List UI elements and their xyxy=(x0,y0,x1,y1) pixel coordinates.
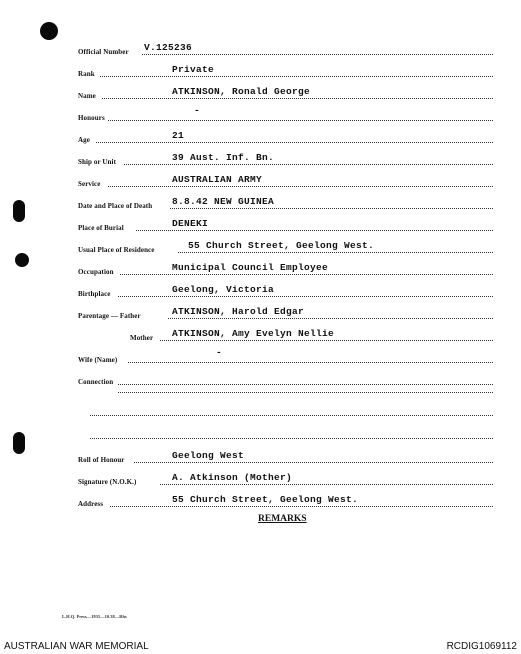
value-name: ATKINSON, Ronald George xyxy=(172,86,311,97)
value-wife: - xyxy=(216,347,223,358)
row-rank xyxy=(78,64,493,78)
value-mother: ATKINSON, Amy Evelyn Nellie xyxy=(172,328,335,339)
label-name: Name xyxy=(78,92,96,100)
row-mother xyxy=(78,328,493,342)
value-birthplace: Geelong, Victoria xyxy=(172,284,275,295)
label-place-burial: Place of Burial xyxy=(78,224,124,232)
row-usual-residence xyxy=(78,240,493,254)
printer-imprint: L.H.Q. Press—1935—10.38—Rhs xyxy=(62,614,127,619)
value-signature: A. Atkinson (Mother) xyxy=(172,472,293,483)
label-birthplace: Birthplace xyxy=(78,290,111,298)
binder-hole-top xyxy=(40,22,58,40)
row-ship-or-unit xyxy=(78,152,493,166)
label-mother: Mother xyxy=(130,334,154,342)
binder-hole-middle xyxy=(15,253,29,267)
remarks-heading: REMARKS xyxy=(258,514,307,524)
row-service xyxy=(78,174,493,188)
row-honours xyxy=(78,105,493,122)
label-honours: Honours xyxy=(78,114,105,122)
label-connection: Connection xyxy=(78,378,114,386)
label-ship-or-unit: Ship or Unit xyxy=(78,158,117,166)
value-honours: - xyxy=(194,105,201,116)
connection-line-2 xyxy=(118,392,493,393)
row-address xyxy=(78,494,493,508)
label-service: Service xyxy=(78,180,101,188)
row-name xyxy=(78,86,493,100)
value-roll-of-honour: Geelong West xyxy=(172,450,245,461)
row-wife xyxy=(78,347,493,364)
value-father: ATKINSON, Harold Edgar xyxy=(172,306,305,317)
label-roll-of-honour: Roll of Honour xyxy=(78,456,125,464)
value-age: 21 xyxy=(172,130,185,141)
row-father xyxy=(78,306,493,320)
row-age xyxy=(78,130,493,144)
row-birthplace xyxy=(78,284,493,298)
value-place-burial: DENEKI xyxy=(172,218,209,229)
label-wife: Wife (Name) xyxy=(78,356,118,364)
footer-archive-name: AUSTRALIAN WAR MEMORIAL xyxy=(4,641,149,652)
binder-hole-upper xyxy=(13,200,25,222)
label-usual-residence: Usual Place of Residence xyxy=(78,246,155,254)
label-date-place-death: Date and Place of Death xyxy=(78,202,153,210)
row-roll-of-honour xyxy=(78,450,493,464)
row-official-number xyxy=(78,42,493,56)
label-official-number: Official Number xyxy=(78,48,129,56)
label-age: Age xyxy=(78,136,90,144)
binder-hole-lower xyxy=(13,432,25,454)
row-connection xyxy=(78,372,493,386)
connection-line-4 xyxy=(90,438,493,439)
value-address: 55 Church Street, Geelong West. xyxy=(172,494,359,505)
label-occupation: Occupation xyxy=(78,268,114,276)
value-date-place-death: 8.8.42 NEW GUINEA xyxy=(172,196,275,207)
label-signature: Signature (N.O.K.) xyxy=(78,478,137,486)
value-rank: Private xyxy=(172,64,215,75)
value-service: AUSTRALIAN ARMY xyxy=(172,174,263,185)
row-date-place-death xyxy=(78,196,493,210)
connection-line-3 xyxy=(90,415,493,416)
label-address: Address xyxy=(78,500,104,508)
value-ship-or-unit: 39 Aust. Inf. Bn. xyxy=(172,152,275,163)
row-occupation xyxy=(78,262,493,276)
value-occupation: Municipal Council Employee xyxy=(172,262,329,273)
value-usual-residence: 55 Church Street, Geelong West. xyxy=(188,240,375,251)
label-father: Parentage — Father xyxy=(78,312,141,320)
footer-record-id: RCDIG1069112 xyxy=(446,641,517,652)
row-place-burial xyxy=(78,218,493,232)
row-signature xyxy=(78,472,493,486)
value-official-number: V.125236 xyxy=(144,42,193,53)
label-rank: Rank xyxy=(78,70,95,78)
